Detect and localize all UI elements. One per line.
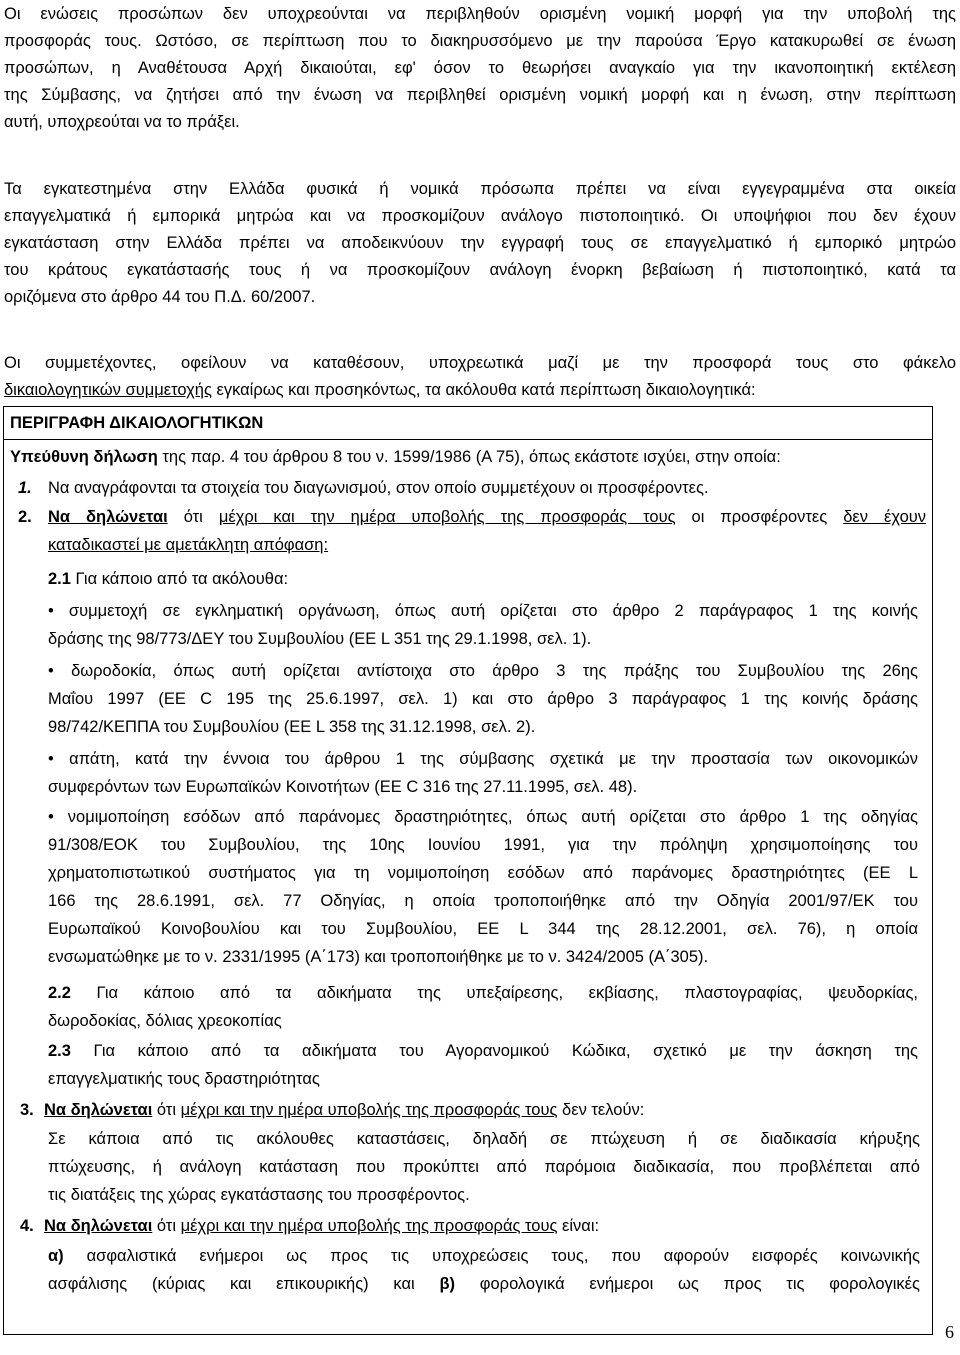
documents-table: [3, 406, 933, 1335]
text-line: οριζόμενα στο άρθρο 44 του Π.Δ. 60/2007.: [4, 288, 316, 306]
bullet-money-laundering: [48, 803, 918, 971]
text-fragment: ασφαλιστικά ενήμεροι ως προς τις υποχρεώσεις τους, που αφορούν εισφορές κοινωνικής: [63, 1247, 920, 1265]
subitem-number: 2.3: [48, 1042, 71, 1060]
text-line: προσώπων, η Αναθέτουσα Αρχή δικαιούται, εφ' όσον το θεωρήσει αναγκαίο για την ικανοποιητική εκτέλεση: [4, 59, 956, 77]
text-line: 98/742/ΚΕΠΠΑ του Συμβουλίου (ΕΕ L 358 της 31.12.1998, σελ. 2).: [48, 718, 536, 736]
underlined-phrase: μέχρι και την ημέρα υποβολής της προσφοράς τους: [180, 1217, 558, 1235]
underlined-phrase: δεν έχουν: [843, 508, 927, 526]
text-line: αυτή, υποχρεούται να το πράξει.: [4, 113, 240, 131]
item-number: 4.: [20, 1217, 34, 1235]
text-line: συμφερόντων των Ευρωπαϊκών Κοινοτήτων (ΕΕ C 316 της 27.11.1995, σελ. 48).: [48, 778, 638, 796]
text-line: του κράτους εγκατάστασής τους ή να προσκομίζουν ανάλογη ένορκη βεβαίωση ή πιστοποιητικό, κατά τα: [4, 261, 956, 279]
item-4-details: [48, 1242, 920, 1298]
subitem-2-2: [48, 979, 918, 1035]
text-line: [48, 979, 918, 1007]
text-line: Σε κάποια από τις ακόλουθες καταστάσεις, δηλαδή σε πτώχευση ή σε διαδικασία κήρυξης: [48, 1130, 920, 1148]
text-line: Οι συμμετέχοντες, οφείλουν να καταθέσουν, υποχρεωτικά μαζί με την προσφορά τους στο φάκελο: [4, 354, 956, 372]
text-line: 91/308/ΕΟΚ του Συμβουλίου, της 10ης Ιουνίου 1991, για την πρόληψη χρησιμοποίησης του: [48, 836, 918, 854]
subitem-2-3: [48, 1037, 918, 1093]
text-line: • συμμετοχή σε εγκληματική οργάνωση, όπως αυτή ορίζεται στο άρθρο 2 παράγραφος 1 της κοινής: [48, 602, 918, 620]
text-line: • νομιμοποίηση εσόδων από παράνομες δραστηριότητες, όπως αυτή ορίζεται στο άρθρο 1 της οδηγίας: [48, 808, 918, 826]
text-fragment: δεν τελούν:: [557, 1101, 645, 1119]
table-header: ΠΕΡΙΓΡΑΦΗ ΔΙΚΑΙΟΛΟΓΗΤΙΚΩΝ: [10, 414, 264, 432]
text-line: • απάτη, κατά την έννοια του άρθρου 1 της σύμβασης σχετικά με την προστασία των οικονομικών: [48, 750, 918, 768]
text-line: δράσης της 98/773/ΔΕΥ του Συμβουλίου (ΕΕ L 351 της 29.1.1998, σελ. 1).: [48, 630, 592, 648]
text-fragment: φορολογικά ενήμεροι ως προς τις φορολογικές: [455, 1275, 920, 1293]
underlined-phrase: μέχρι και την ημέρα υποβολής της προσφοράς τους: [218, 508, 676, 526]
text-fragment: είναι:: [557, 1217, 600, 1235]
text-line: • δωροδοκία, όπως αυτή ορίζεται αντίστοιχα στο άρθρο 3 της πράξης του Συμβουλίου της 26ης: [48, 662, 918, 680]
declaration-line: [10, 443, 926, 471]
underlined-phrase: μέχρι και την ημέρα υποβολής της προσφοράς τους: [180, 1101, 558, 1119]
text-line: ενσωματώθηκε με το ν. 2331/1995 (Α΄173) και τροποποιήθηκε με το ν. 3424/2005 (Α΄305).: [48, 948, 709, 966]
item-number: 1.: [18, 479, 32, 497]
subitem-number: 2.2: [48, 984, 71, 1002]
text-line: της Σύμβασης, να ζητήσει από την ένωση να περιβληθεί ορισμένη νομική μορφή και η ένωση, στην περίπτωση: [4, 86, 956, 104]
bold-underlined-phrase: Να δηλώνεται: [48, 508, 168, 526]
item-text: Να αναγράφονται τα στοιχεία του διαγωνισμού, στον οποίο συμμετέχουν οι προσφέροντες.: [48, 479, 709, 497]
text-line: Μαΐου 1997 (ΕΕ C 195 της 25.6.1997, σελ. 1) και στο άρθρο 3 παράγραφος 1 της κοινής δράσης: [48, 690, 918, 708]
declaration-title: Υπεύθυνη δήλωση: [10, 448, 158, 466]
item-4-text: [44, 1212, 920, 1240]
text-line: προσφοράς τους. Ωστόσο, σε περίπτωση που το διακηρυσσόμενο με την παρούσα Έργο κατακυρωθεί σε ένωση: [4, 32, 956, 50]
text-fragment: της παρ. 4 του άρθρου 8 του ν. 1599/1986 (Α 75), όπως εκάστοτε ισχύει, στην οποία:: [157, 448, 781, 466]
participants-paragraph: [4, 350, 956, 404]
item-3-text: [44, 1096, 920, 1124]
text-line: [48, 503, 926, 531]
text-line: Τα εγκατεστημένα στην Ελλάδα φυσικά ή νομικά πρόσωπα πρέπει να είναι εγγεγραμμένα στα οικεία: [4, 180, 956, 198]
text-line: [44, 1212, 920, 1240]
text-line: [48, 1037, 918, 1065]
text-line: χρηματοπιστωτικού συστήματος για τη νομιμοποίηση εσόδων από παράνομες δραστηριότητες (ΕΕ L: [48, 864, 918, 882]
text-line: δωροδοκίας, δόλιας χρεοκοπίας: [48, 1012, 282, 1030]
item-number: 3.: [20, 1101, 34, 1119]
bold-underlined-phrase: Να δηλώνεται: [44, 1217, 153, 1235]
text-fragment: Για κάποιο από τα αδικήματα της υπεξαίρεσης, εκβίασης, πλαστογραφίας, ψευδορκίας,: [70, 984, 918, 1002]
text-fragment: οι προσφέροντες: [675, 508, 844, 526]
text-line: [48, 1242, 920, 1270]
text-fragment: ότι: [152, 1101, 181, 1119]
intro-paragraph: [4, 1, 956, 136]
text-line: τις διατάξεις της χώρας εγκατάστασης του προσφέροντος.: [48, 1186, 470, 1204]
item-3-details: [48, 1125, 920, 1209]
text-line: [4, 377, 956, 404]
item-number: 2.: [18, 508, 32, 526]
subitem-2-1: [48, 565, 926, 593]
underlined-phrase: δικαιολογητικών συμμετοχής: [4, 381, 212, 399]
text-line: [48, 531, 926, 559]
text-line: εγκατάσταση στην Ελλάδα πρέπει να αποδεικνύουν την εγγραφή τους σε επαγγελματικό ή εμπορικό μητρώο: [4, 234, 956, 252]
text-fragment: Για κάποιο από τα αδικήματα του Αγορανομικού Κώδικα, σχετικό με την άσκηση της: [70, 1042, 918, 1060]
table-header-row: [4, 407, 932, 440]
text-line: επαγγελματικής τους δραστηριότητας: [48, 1070, 320, 1088]
bullet-bribery: [48, 657, 918, 741]
text-line: επαγγελματικά ή εμπορικά μητρώα και να προσκομίζουν ανάλογο πιστοποιητικό. Οι υποψήφιοι που δεν έχουν: [4, 207, 956, 225]
text-fragment: Για κάποιο από τα ακόλουθα:: [70, 570, 289, 588]
letter-marker: β): [439, 1275, 456, 1293]
bullet-fraud: [48, 745, 918, 801]
item-text: [48, 503, 926, 559]
text-line: πτώχευσης, ή ανάλογη κατάσταση που προκύπτει από παρόμοια διαδικασία, που προβλέπεται από: [48, 1158, 920, 1176]
text-line: Ευρωπαϊκού Κοινοβουλίου και του Συμβουλίου, ΕΕ L 344 της 28.12.2001, σελ. 76), η οποία: [48, 920, 918, 938]
text-line: 166 της 28.6.1991, σελ. 77 Οδηγίας, η οποία τροποποιήθηκε από την Οδηγία 2001/97/ΕΚ του: [48, 892, 918, 910]
text-fragment: ότι: [167, 508, 219, 526]
bullet-criminal-organisation: [48, 597, 918, 653]
text-fragment: εγκαίρως και προσηκόντως, τα ακόλουθα κατά περίπτωση δικαιολογητικά:: [211, 381, 756, 399]
underlined-phrase: καταδικαστεί με αμετάκλητη απόφαση:: [48, 536, 329, 554]
page-number: 6: [945, 1322, 954, 1342]
registration-paragraph: [4, 176, 956, 311]
text-fragment: ότι: [152, 1217, 181, 1235]
letter-marker: α): [48, 1247, 64, 1265]
text-line: [44, 1096, 920, 1124]
subitem-number: 2.1: [48, 570, 71, 588]
text-line: Οι ενώσεις προσώπων δεν υποχρεούνται να περιβληθούν ορισμένη νομική μορφή για την υποβολή της: [4, 5, 956, 23]
text-line: [48, 1270, 920, 1298]
text-fragment: ασφάλισης (κύριας και επικουρικής) και: [48, 1275, 440, 1293]
bold-underlined-phrase: Να δηλώνεται: [44, 1101, 153, 1119]
